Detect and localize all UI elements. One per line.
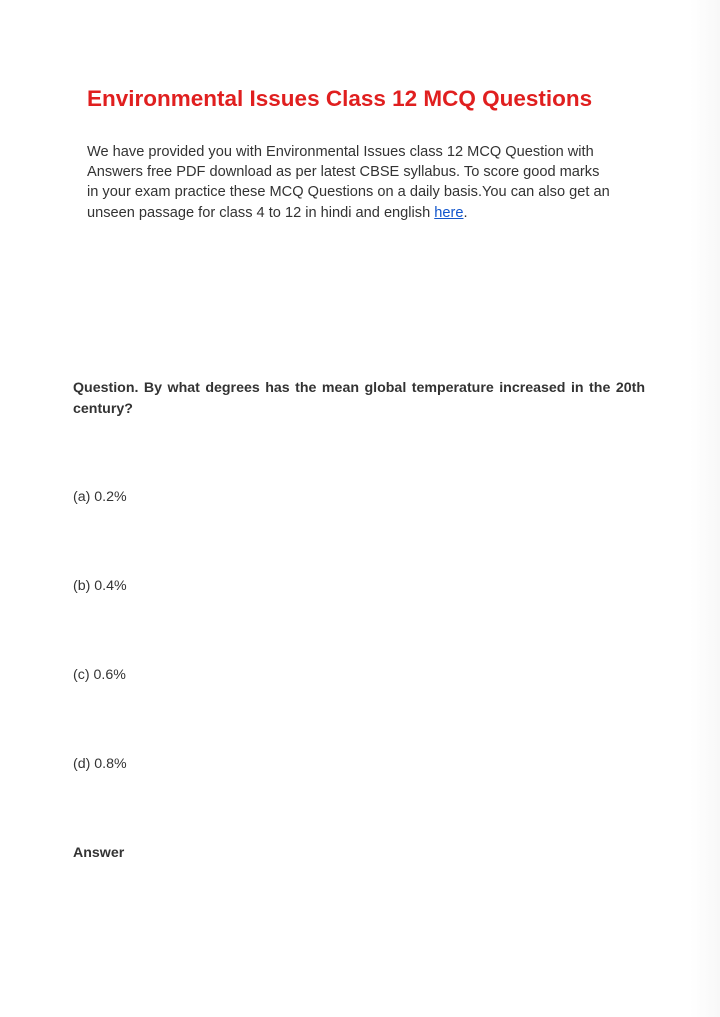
intro-line-3: in your exam practice these MCQ Questions on a daily basis.You can also get an <box>87 184 610 201</box>
question-text: Question. By what degrees has the mean global temperature increased in the 20th century? <box>73 380 645 417</box>
intro-line-4-end: . <box>463 204 468 221</box>
page-title: Environmental Issues Class 12 MCQ Questions <box>87 86 593 111</box>
option-d: (d) 0.8% <box>73 756 127 772</box>
intro-line-4-text: unseen passage for class 4 to 12 in hindi and english <box>87 204 435 221</box>
intro-line-2: Answers free PDF download as per latest CBSE syllabus. To score good marks <box>87 164 600 181</box>
unseen-passage-link[interactable]: here <box>434 204 464 221</box>
option-b: (b) 0.4% <box>73 578 127 594</box>
intro-line-1: We have provided you with Environmental Issues class 12 MCQ Question with <box>87 144 594 160</box>
option-a: (a) 0.2% <box>73 489 127 505</box>
answer-label[interactable]: Answer <box>73 845 125 861</box>
option-c: (c) 0.6% <box>73 667 126 683</box>
page-edge-shadow <box>690 0 720 1017</box>
intro-line-4 <box>87 203 647 223</box>
intro-paragraph <box>87 142 647 223</box>
